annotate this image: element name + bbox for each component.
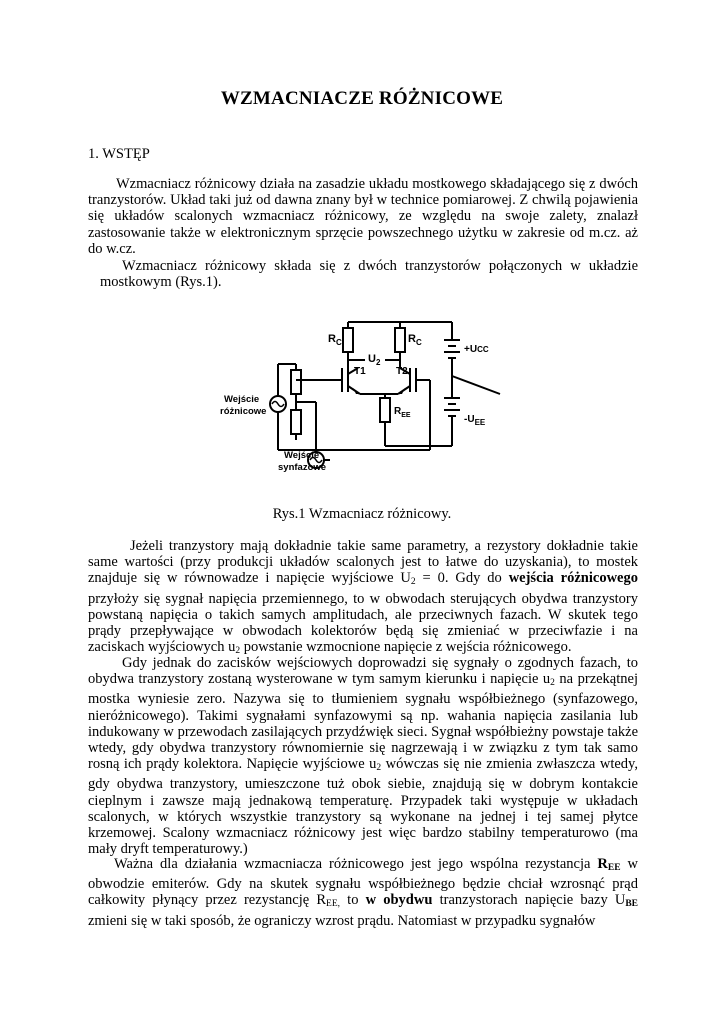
p5-b-sub: EE, xyxy=(326,899,340,910)
diff-input-label-1: Wejście xyxy=(224,394,260,405)
p5-bold2: w obydwu xyxy=(365,892,433,909)
page-title: WZMACNIACZE RÓŻNICOWE xyxy=(220,88,504,109)
p4-b-sub: 2 xyxy=(376,763,382,774)
paragraph-3 xyxy=(88,538,638,659)
uee-label: $-U_{EE}$ xyxy=(464,414,486,427)
circuit-diagram xyxy=(220,310,510,500)
rc-left-label: $R_C$ xyxy=(328,333,342,347)
p4-a: Gdy jednak do zacisków wejściowych doprowadzi się sygnały o zgodnych fazach, to obydwa tranzystory zostaną wysterowane w tym samym kierunku i napięcie u xyxy=(88,655,638,688)
paragraph-2 xyxy=(100,258,638,290)
p3-bold: wejścia różnicowego xyxy=(508,570,638,587)
p4-b: na przekątnej mostka wyniesie zero. Nazywa się to tłumieniem sygnału współbieżnego (synfazowego, nieróżnicowego). Takimi sygnałami synfazowymi są np. wahania napięcia zasilania lub indukowany w przewodach zasilających przydźwięk sieci. Sygnał współbieżny powstaje także wtedy, gdy obydwa tranzystory równomiernie się nagrzewają i w związku z tym tak samo rosną ich prądy kolektora. Napięcie wyjściowe u xyxy=(88,671,638,773)
p3-c-sub: 2 xyxy=(235,646,241,657)
p3-b: = 0. Gdy do xyxy=(415,570,509,587)
u2-label: $U_2$ xyxy=(368,353,381,367)
p3-c: przyłoży się sygnał napięcia przemiennego, to w obwodach sterujących obydwa tranzystory powstaną napięcia o takich samych amplitudach, ale przeciwnych fazach. W skutek tego prądy przepływające w obwodach kolektorów będą się zmieniać w przeciwfazie i na zaciskach wyjściowych u xyxy=(88,590,638,656)
p3-a: Jeżeli tranzystory mają dokładnie takie same parametry, a rezystory dokładnie takie same wartości (przy produkcji układów scalonych jest to łatwe do uzyskania), to mostek znajduje się w równowadze i napięcie wyjściowe U xyxy=(88,538,638,587)
paragraph-1 xyxy=(88,176,638,257)
ucc-label: +UCC xyxy=(464,344,489,355)
p5-e: zmieni się w taki sposób, że ograniczy wzrost prądu. Natomiast w przypadku sygnałów xyxy=(88,912,596,929)
p5-bold1: $R_{EE}$ xyxy=(597,856,621,873)
diff-input-label-2: różnicowe xyxy=(220,406,267,417)
p5-b: w obwodzie emiterów. Gdy na skutek sygnału współbieżnego będzie chciał wzrosnąć prąd całkowity płynący przez rezystancję R xyxy=(88,856,638,909)
paragraph-1-text: Wzmacniacz różnicowy działa na zasadzie układu mostkowego składającego się z dwóch tranzystorów. Układ taki już od dawna znany był w technice pomiarowej. Z chwilą pojawienia się układów scalonych wzmacniacz różnicowy, ze względu na swoje zalety, znalazł zastosowanie także w elektronicznym sprzęcie powszechnego użytku w zakresie od m.cz. aż do w.cz. xyxy=(88,176,638,257)
t1-label: T1 xyxy=(354,366,366,377)
p3-a-sub: 2 xyxy=(410,577,416,588)
p5-d-sub: BE xyxy=(625,899,639,910)
ree-label: $R_{EE}$ xyxy=(394,406,411,419)
t2-label: T2 xyxy=(396,366,408,377)
p4-a-sub: 2 xyxy=(550,678,555,689)
cm-input-label-2: synfazowe xyxy=(278,462,327,473)
p4-c: wówczas się nie zmienia zwłaszcza wtedy, gdy obydwa tranzystory, umieszczone tuż obok siebie, znajdują się w dobrym kontakcie cieplnym i zawsze mają jednakową temperaturę. Przypadek taki występuje w układach scalonych, w których wszystkie tranzystory są wykonane na jednej i tej samej płytce krzemowej. Scalony wzmacniacz różnicowy jest więc bardzo stabilny temperaturowo (ma mały dryft temperaturowy.) xyxy=(88,756,638,858)
paragraph-5 xyxy=(88,856,638,929)
cm-input-label-1: Wejście xyxy=(284,450,320,461)
p5-a: Ważna dla działania wzmacniacza różnicowego jest jego wspólna rezystancja xyxy=(114,856,598,872)
p5-d: tranzystorach napięcie bazy U xyxy=(432,892,626,909)
paragraph-4 xyxy=(88,655,638,857)
section-heading: 1. WSTĘP xyxy=(88,146,150,162)
paragraph-2-text: Wzmacniacz różnicowy składa się z dwóch tranzystorów połączonych w układzie mostkowym (Rys.1). xyxy=(100,258,638,291)
figure-caption: Rys.1 Wzmacniacz różnicowy. xyxy=(272,506,452,522)
rc-right-label: $R_C$ xyxy=(408,333,422,347)
p3-d: powstanie wzmocnione napięcie z wejścia różnicowego. xyxy=(240,639,572,656)
p5-c: to xyxy=(340,892,366,909)
